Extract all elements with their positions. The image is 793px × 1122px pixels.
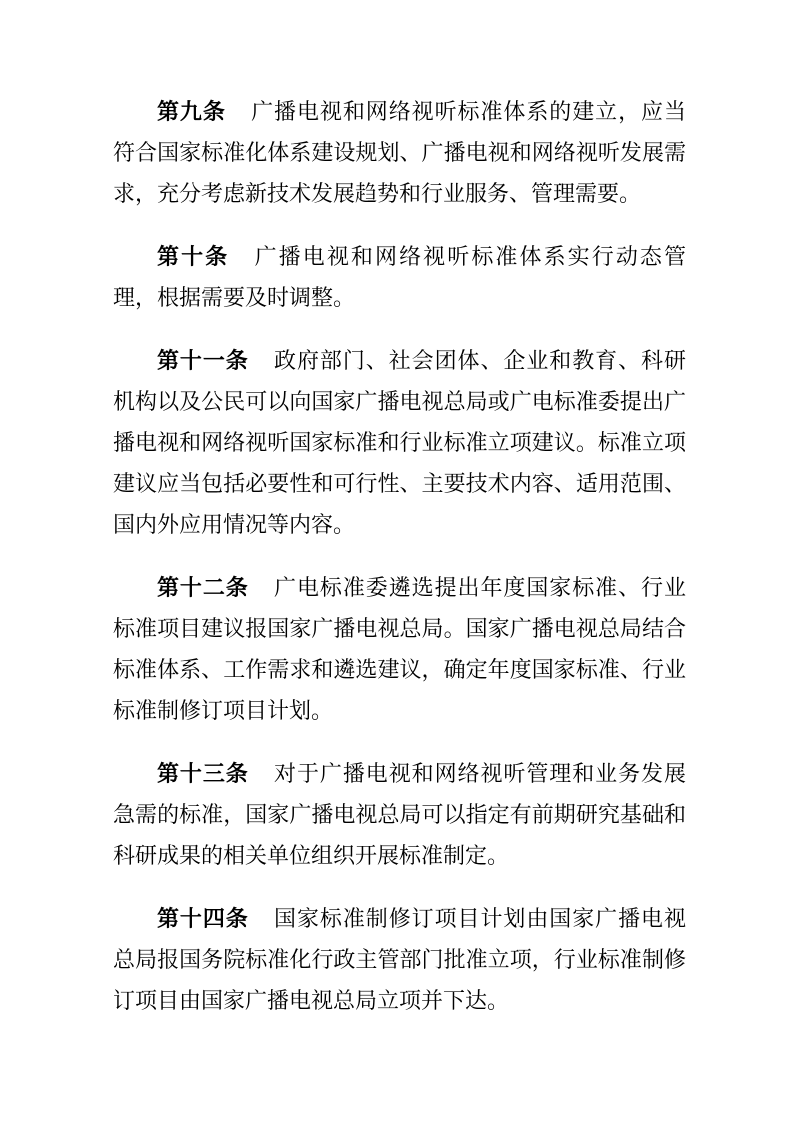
article-number: 第十二条 [157, 575, 249, 600]
article-paragraph-10 [113, 236, 686, 318]
article-text: 国家标准制修订项目计划由国家广播电视总局报国务院标准化行政主管部门批准立项，行业标准制修订项目由国家广播电视总局立项并下达。 [113, 906, 686, 1013]
article-paragraph-12 [113, 567, 686, 731]
article-text: 广播电视和网络视听标准体系实行动态管理，根据需要及时调整。 [113, 244, 686, 310]
article-number: 第九条 [157, 99, 226, 124]
article-number: 第十一条 [157, 348, 249, 373]
article-paragraph-9 [113, 91, 686, 214]
article-number: 第十四条 [157, 906, 249, 931]
article-paragraph-11 [113, 340, 686, 545]
article-number: 第十三条 [157, 761, 249, 786]
article-text: 政府部门、社会团体、企业和教育、科研机构以及公民可以向国家广播电视总局或广电标准委提出广播电视和网络视听国家标准和行业标准立项建议。标准立项建议应当包括必要性和可行性、主要技术内容、适用范围、国内外应用情况等内容。 [113, 348, 686, 537]
article-text: 广电标准委遴选提出年度国家标准、行业标准项目建议报国家广播电视总局。国家广播电视总局结合标准体系、工作需求和遴选建议，确定年度国家标准、行业标准制修订项目计划。 [113, 575, 686, 723]
article-paragraph-14 [113, 898, 686, 1021]
article-number: 第十条 [157, 244, 230, 269]
article-text: 对于广播电视和网络视听管理和业务发展急需的标准，国家广播电视总局可以指定有前期研究基础和科研成果的相关单位组织开展标准制定。 [113, 761, 686, 868]
article-text: 广播电视和网络视听标准体系的建立，应当符合国家标准化体系建设规划、广播电视和网络视听发展需求，充分考虑新技术发展趋势和行业服务、管理需要。 [113, 99, 686, 206]
article-paragraph-13 [113, 753, 686, 876]
